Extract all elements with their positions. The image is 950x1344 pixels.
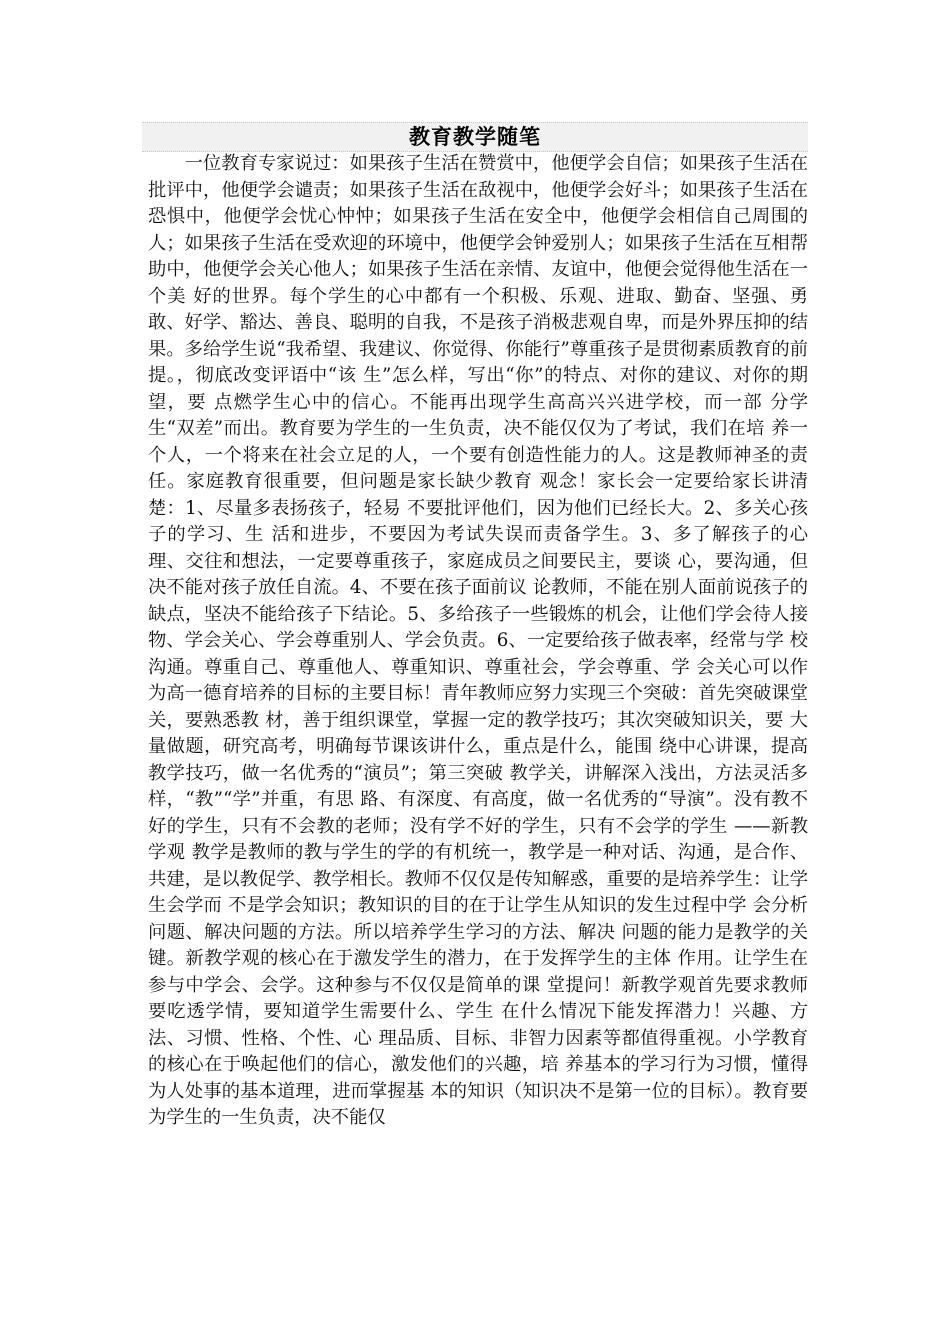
document-title: 教育教学随笔 bbox=[409, 125, 541, 149]
title-bar bbox=[142, 122, 808, 152]
body-paragraph: 一位教育专家说过：如果孩子生活在赞赏中，他便学会自信；如果孩子生活在批评中，他便学会谴责；如果孩子生活在敌视中，他便学会好斗；如果孩子生活在恐惧中，他便学会忧心忡忡；如果孩子生活在安全中，他便学会相信自己周围的人；如果孩子生活在受欢迎的环境中，他便学会钟爱别人；如果孩子生活在互相帮助中，他便学会关心他人；如果孩子生活在亲情、友谊中，他便会觉得他生活在一个美 好的世界。每个学生的心中都有一个积极、乐观、进取、勤奋、坚强、勇敢、好学、豁达、善良、聪明的自我，不是孩子消极悲观自卑，而是外界压抑的结果。多给学生说“我希望、我建议、你觉得、你能行”尊重孩子是贯彻素质教育的前提。，彻底改变评语中“该 生”怎么样，写出“你”的特点、对你的建议、对你的期望，要 点燃学生心中的信心。不能再出现学生高高兴兴进学校，而一部 分学生“双差”而出。教育要为学生的一生负责，决不能仅仅为了考试，我们在培 养一个人，一个将来在社会立足的人，一个要有创造性能力的人。这是教师神圣的责任。家庭教育很重要，但问题是家长缺少教育 观念！家长会一定要给家长讲清楚：1、尽量多表扬孩子，轻易 不要批评他们，因为他们已经长大。2、多关心孩子的学习、生 活和进步，不要因为考试失误而责备学生。3、多了解孩子的心 理、交往和想法，一定要尊重孩子，家庭成员之间要民主，要谈 心，要沟通，但决不能对孩子放任自流。4、不要在孩子面前议 论教师，不能在别人面前说孩子的缺点，坚决不能给孩子下结论。5、多给孩子一些锻炼的机会，让他们学会待人接物、学会关心、学会尊重别人、学会负责。6、一定要给孩子做表率，经常与学 校沟通。尊重自己、尊重他人、尊重知识、尊重社会，学会尊重、学 会关心可以作为高一德育培养的目标的主要目标！青年教师应努力实现三个突破：首先突破课堂关，要熟悉教 材，善于组织课堂，掌握一定的教学技巧；其次突破知识关，要 大量做题，研究高考，明确每节课该讲什么，重点是什么，能围 绕中心讲课，提高教学技巧，做一名优秀的“演员”；第三突破 教学关，讲解深入浅出，方法灵活多样，“教”“学”并重，有思 路、有深度、有高度，做一名优秀的“导演”。没有教不好的学生，只有不会教的老师；没有学不好的学生，只有不会学的学生 ——新教学观 教学是教师的教与学生的学的有机统一，教学是一种对话、沟通，是合作、共建，是以教促学、教学相长。教师不仅仅是传知解惑，重要的是培养学生：让学生会学而 不是学会知识；教知识的目的在于让学生从知识的发生过程中学 会分析问题、解决问题的方法。所以培养学生学习的方法、解决 问题的能力是教学的关键。新教学观的核心在于激发学生的潜力，在于发挥学生的主体 作用。让学生在参与中学会、会学。这种参与不仅仅是简单的课 堂提问！新教学观首先要求教师要吃透学情，要知道学生需要什么、学生 在什么情况下能发挥潜力！兴趣、方法、习惯、性格、个性、心 理品质、目标、非智力因素等都值得重视。小学教育的核心在于唤起他们的信心，激发他们的兴趣，培 养基本的学习行为习惯，懂得为人处事的基本道理，进而掌握基 本的知识（知识决不是第一位的目标）。教育要为学生的一生负责，决不能仅 bbox=[148, 153, 808, 1128]
